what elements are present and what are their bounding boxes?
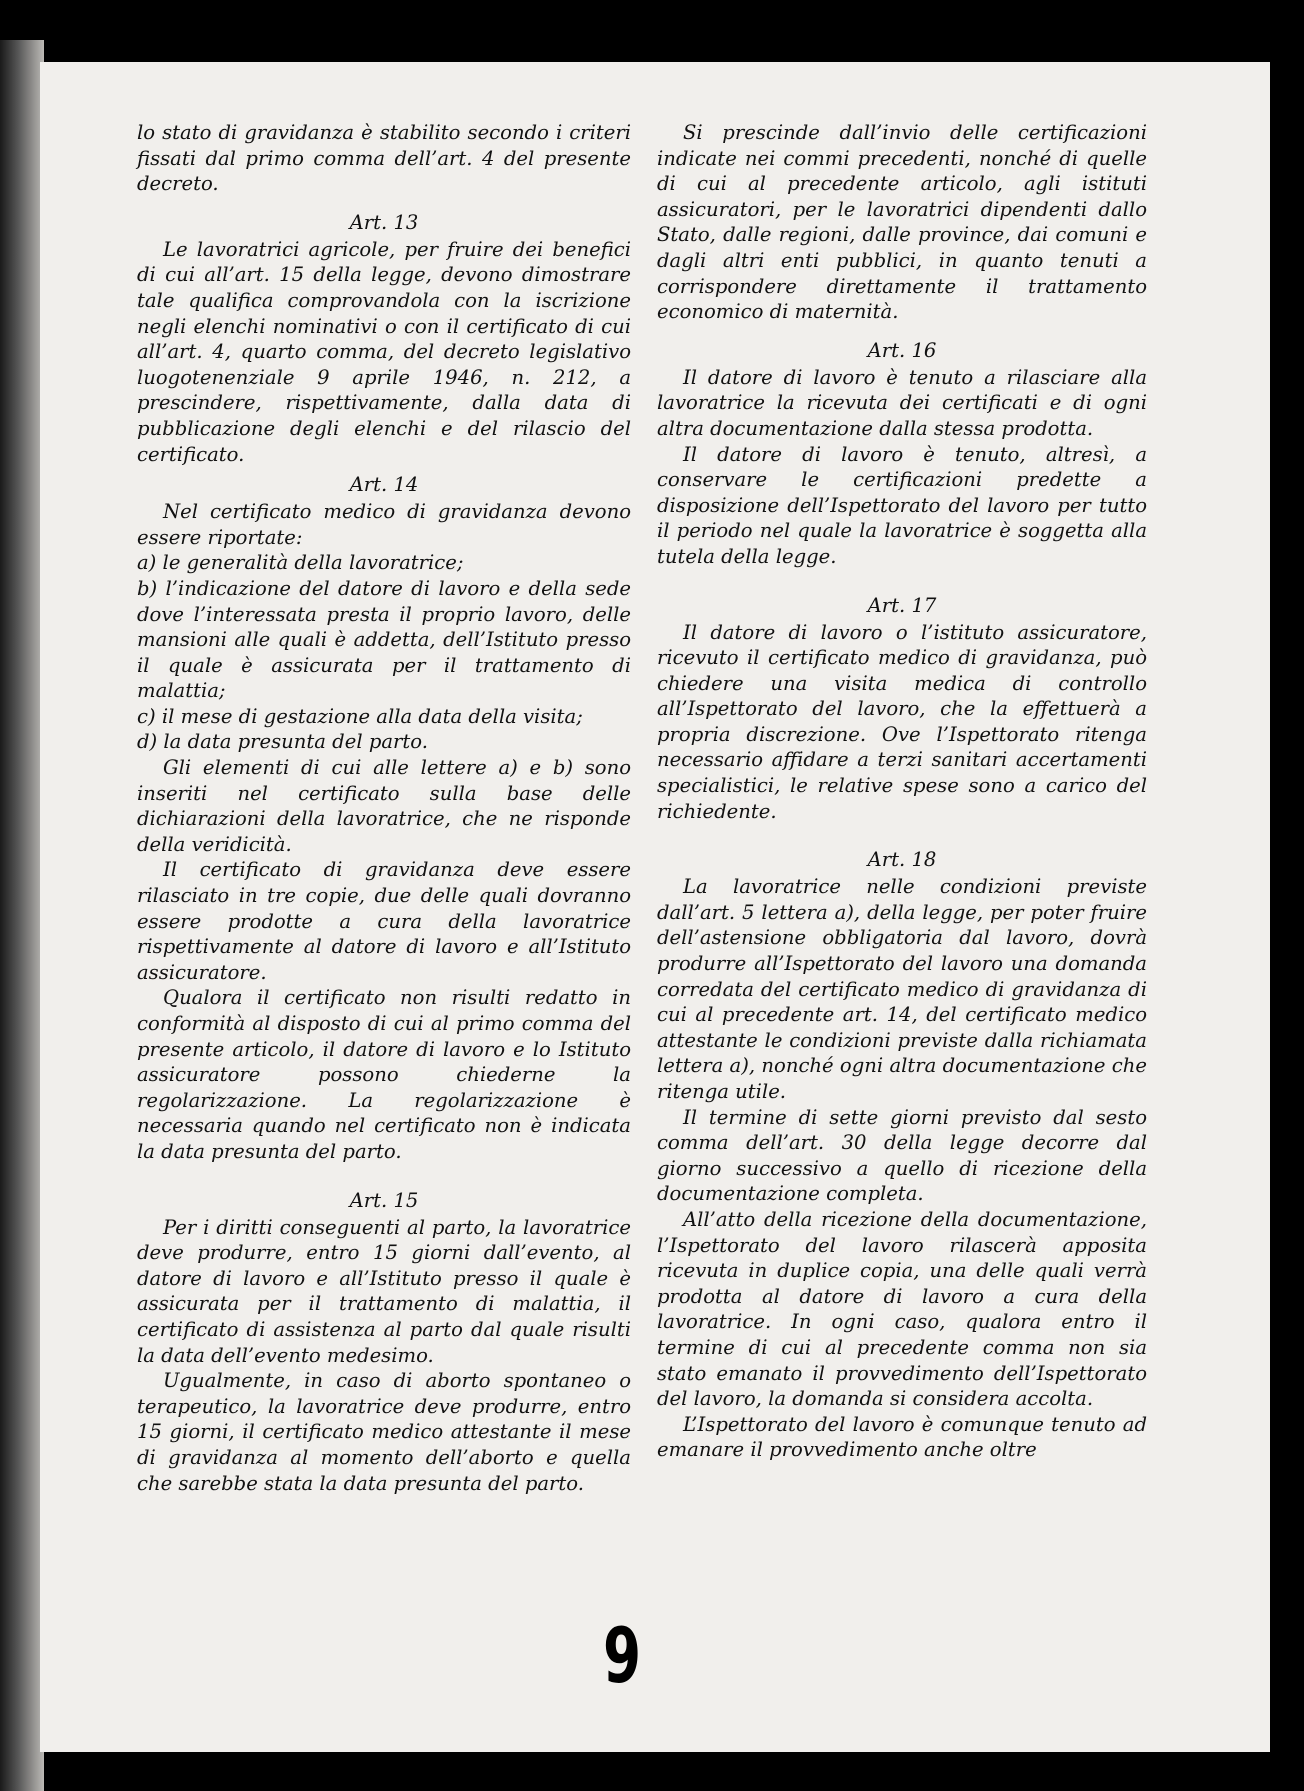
paragraph: L’Ispettorato del lavoro è comunque tenuto ad emanare il provvedimento anche oltre [657, 1412, 1147, 1462]
article-heading: Art. 13 [349, 210, 419, 234]
page-number: 9 [603, 1611, 642, 1700]
article-heading: Art. 17 [867, 593, 937, 617]
list-item: c) il mese di gestazione alla data della visita; [137, 704, 583, 728]
paragraph: Si prescinde dall’invio delle certificazioni indicate nei commi precedenti, nonché di quelle di cui al precedente articolo, agli istituti assicuratori, per le lavoratrici dipendenti dallo Stato, dalle regioni, dalle province, dai comuni e dagli altri enti pubblici, in quanto tenuti a corrispondere direttamente il trattamento economico di maternità. [657, 121, 1147, 324]
left-column [137, 120, 631, 1496]
list-item: d) la data presunta del parto. [137, 730, 428, 754]
paragraph: Il datore di lavoro è tenuto, altresì, a conservare le certificazioni predette a disposizione dell’Ispettorato del lavoro per tutto il periodo nel quale la lavoratrice è soggetta alla tutela della legge. [657, 442, 1147, 568]
paragraph: Qualora il certificato non risulti redatto in conformità al disposto di cui al primo comma del presente articolo, il datore di lavoro e lo Istituto assicuratore possono chiederne la regolarizzazione. La regolarizzazione è necessaria quando nel certificato non è indicata la data presunta del parto. [137, 986, 631, 1163]
paragraph: La lavoratrice nelle condizioni previste dall’art. 5 lettera a), della legge, per poter fruire dell’astensione obbligatoria dal lavoro, dovrà produrre all’Ispettorato del lavoro una domanda corredata del certificato medico di gravidanza di cui al precedente art. 14, del certificato medico attestante le condizioni previste dalla richiamata lettera a), nonché ogni altra documentazione che ritenga utile. [657, 875, 1147, 1103]
paragraph: lo stato di gravidanza è stabilito secondo i criteri fissati dal primo comma dell’art. 4 del presente decreto. [137, 121, 631, 196]
page-edge-shadow [0, 40, 44, 1791]
paragraph: Per i diritti conseguenti al parto, la lavoratrice deve produrre, entro 15 giorni dall’evento, al datore di lavoro e all’Istituto presso il quale è assicurata per il trattamento di malattia, il certificato di assistenza al parto dal quale risulti la data dell’evento medesimo. [137, 1215, 631, 1367]
list-item: b) l’indicazione del datore di lavoro e della sede dove l’interessata presta il proprio lavoro, delle mansioni alle quali è addetta, dell’Istituto presso il quale è assicurata per il trattamento di malattia; [137, 576, 631, 703]
paragraph: Ugualmente, in caso di aborto spontaneo o terapeutico, la lavoratrice deve produrre, entro 15 giorni, il certificato medico attestante il mese di gravidanza al momento dell’aborto e quella che sarebbe stata la data presunta del parto. [137, 1369, 631, 1495]
article-heading: Art. 18 [867, 848, 937, 872]
paragraph: Gli elementi di cui alle lettere a) e b) sono inseriti nel certificato sulla base delle dichiarazioni della lavoratrice, che ne risponde della veridicità. [137, 756, 631, 856]
paragraph: Il certificato di gravidanza deve essere rilasciato in tre copie, due delle quali dovranno essere prodotte a cura della lavoratrice rispettivamente al datore di lavoro e all’Istituto assicuratore. [137, 858, 631, 984]
paragraph: Il datore di lavoro è tenuto a rilasciare alla lavoratrice la ricevuta dei certificati e di ogni altra documentazione dalla stessa prodotta. [657, 365, 1147, 440]
paragraph: Il termine di sette giorni previsto dal sesto comma dell’art. 30 della legge decorre dal giorno successivo a quello di ricezione della documentazione completa. [657, 1105, 1147, 1206]
document-page [40, 62, 1270, 1752]
article-heading: Art. 14 [349, 473, 419, 497]
right-column [657, 120, 1147, 1463]
paragraph: All’atto della ricezione della documentazione, l’Ispettorato del lavoro rilascerà apposita ricevuta in duplice copia, una delle quali verrà prodotta al datore di lavoro a cura della lavoratrice. In ogni caso, qualora entro il termine di cui al precedente comma non sia stato emanato il provvedimento dell’Ispettorato del lavoro, la domanda si considera accolta. [657, 1207, 1147, 1411]
paragraph: Nel certificato medico di gravidanza devono essere riportate: [137, 500, 631, 549]
paragraph: Il datore di lavoro o l’istituto assicuratore, ricevuto il certificato medico di gravidanza, può chiedere una visita medica di controllo all’Ispettorato del lavoro, che la effettuerà a propria discrezione. Ove l’Ispettorato ritenga necessario affidare a terzi sanitari accertamenti specialistici, le relative spese sono a carico del richiedente. [657, 620, 1147, 823]
list-item: a) le generalità della lavoratrice; [137, 551, 464, 575]
paragraph: Le lavoratrici agricole, per fruire dei benefici di cui all’art. 15 della legge, devono dimostrare tale qualifica comprovandola con la iscrizione negli elenchi nominativi o con il certificato di cui all’art. 4, quarto comma, del decreto legislativo luogotenenziale 9 aprile 1946, n. 212, a prescindere, rispettivamente, dalla data di pubblicazione degli elenchi e del rilascio del certificato. [137, 237, 631, 466]
article-heading: Art. 16 [867, 338, 937, 362]
article-heading: Art. 15 [349, 1188, 419, 1212]
